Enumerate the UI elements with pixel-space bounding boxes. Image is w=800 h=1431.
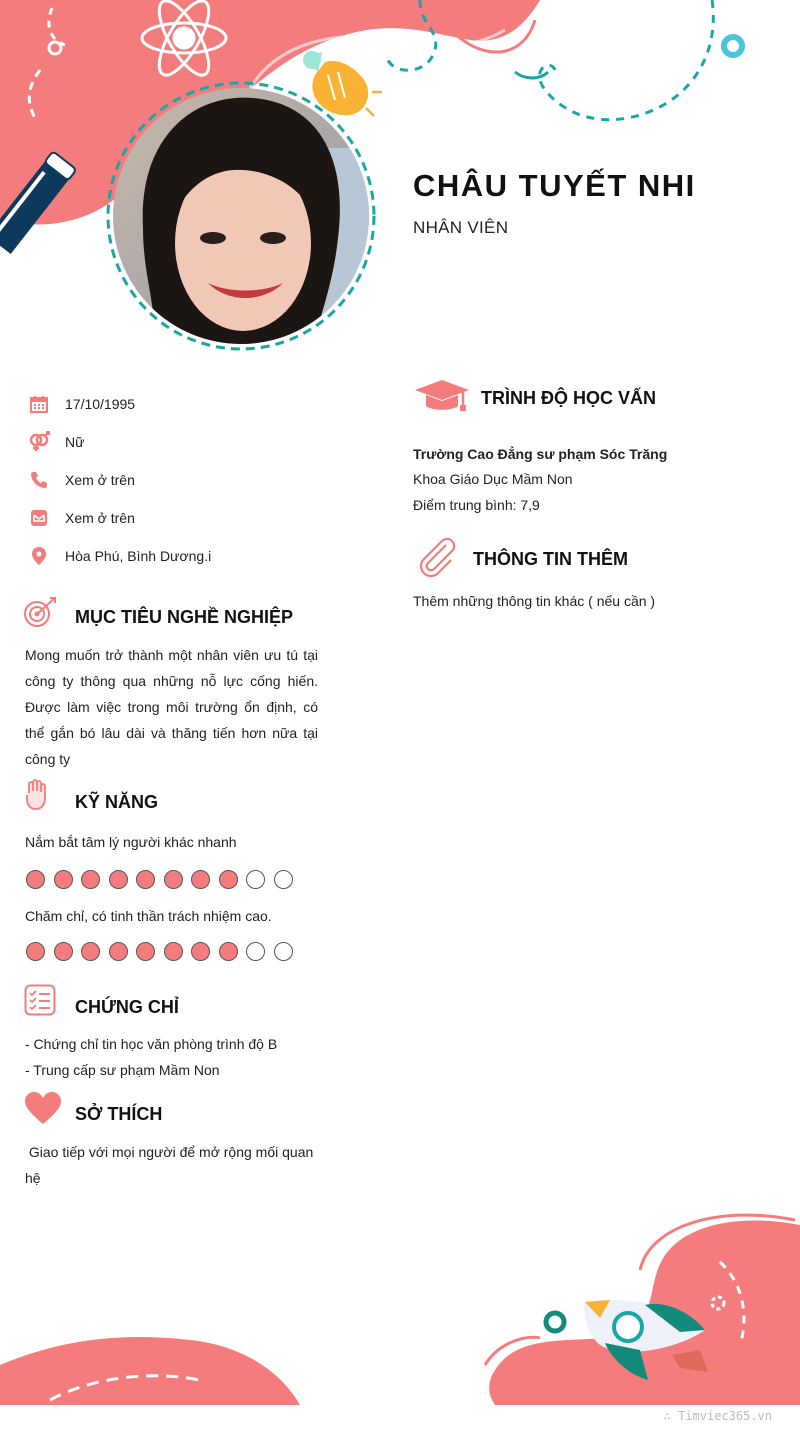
rating-dot-filled [219,942,238,961]
hobbies-text: Giao tiếp với mọi người để mở rộng mối quan hệ [25,1144,318,1186]
email-icon [28,507,50,529]
bottom-left-blob [0,1337,300,1405]
contact-gender: Nữ [28,423,348,461]
skill-name: Nắm bắt tâm lý người khác nhanh [25,834,237,850]
contact-birthday: 17/10/1995 [28,385,348,423]
extra-text: Thêm những thông tin khác ( nếu cần ) [413,593,656,609]
contact-list [28,385,348,575]
hobbies-title: SỞ THÍCH [75,1104,163,1124]
contact-address: Hòa Phú, Bình Dương.i [28,537,348,575]
target-icon [23,596,59,633]
education-faculty: Khoa Giáo Dục Mầm Non [413,471,573,487]
rating-dot-empty [274,870,293,889]
skill-rating [26,870,293,889]
skill-name: Chăm chỉ, có tinh thần trách nhiệm cao. [25,908,272,924]
certificates-title: CHỨNG CHỈ [75,997,179,1017]
heart-icon [24,1091,62,1130]
candidate-name: CHÂU TUYẾT NHI [413,168,696,203]
rating-dot-filled [191,942,210,961]
rating-dot-filled [136,870,155,889]
skills-title: KỸ NĂNG [75,792,159,812]
objective-title: MỤC TIÊU NGHỀ NGHIỆP [75,607,294,627]
rating-dot-filled [26,942,45,961]
education-title: TRÌNH ĐỘ HỌC VẤN [481,388,656,408]
rating-dot-filled [164,870,183,889]
job-position: NHÂN VIÊN [413,218,509,237]
rating-dot-filled [191,870,210,889]
raised-hand-icon [25,779,47,816]
skill-rating [26,942,293,961]
contact-email: Xem ở trên [28,499,348,537]
rating-dot-filled [81,870,100,889]
contact-phone: Xem ở trên [28,461,348,499]
rating-dot-filled [81,942,100,961]
objective-text: Mong muốn trở thành một nhân viên ưu tú tại công ty thông qua những nỗ lực cống hiến. Được làm việc trong môi trường ổn định, có thể gắn bó lâu dài và thăng tiến hơn nữa tại công ty [25,647,318,767]
rating-dot-filled [26,870,45,889]
rating-dot-filled [219,870,238,889]
paperclip-icon [416,537,458,584]
rating-dot-filled [109,870,128,889]
watermark: ∴ Timviec365.vn [663,1409,772,1423]
avatar [113,88,369,344]
extra-title: THÔNG TIN THÊM [473,549,628,569]
location-pin-icon [28,545,50,567]
rating-dot-empty [246,942,265,961]
phone-icon [28,469,50,491]
certificate-line: - Chứng chỉ tin học văn phòng trình độ B [25,1036,278,1052]
education-school: Trường Cao Đẳng sư phạm Sóc Trăng [413,446,668,462]
rating-dot-filled [54,870,73,889]
gender-icon [28,431,50,453]
certificate-line: - Trung cấp sư phạm Mầm Non [25,1062,220,1078]
rating-dot-empty [246,870,265,889]
rating-dot-filled [136,942,155,961]
rating-dot-filled [164,942,183,961]
checklist-icon [24,984,56,1021]
rating-dot-filled [54,942,73,961]
rating-dot-empty [274,942,293,961]
rating-dot-filled [109,942,128,961]
calendar-icon [28,393,50,415]
education-gpa: Điểm trung bình: 7,9 [413,497,540,513]
graduation-cap-icon [413,378,471,421]
